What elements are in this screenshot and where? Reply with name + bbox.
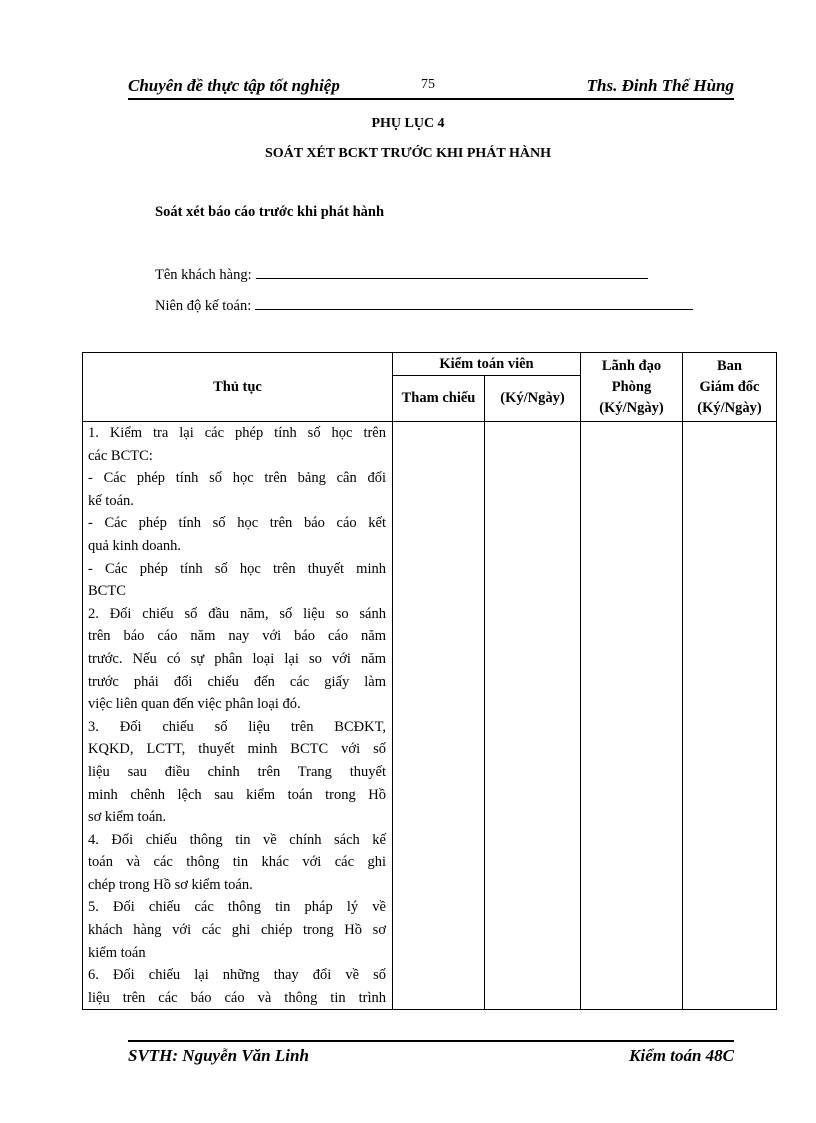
procedure-line: - Các phép tính số học trên báo cáo kết (88, 515, 386, 532)
procedure-line: - Các phép tính số học trên bảng cân đối (88, 470, 386, 487)
page-number: 75 (421, 77, 435, 92)
fiscal-period-field (155, 295, 693, 315)
procedure-line: 3. Đối chiếu số liệu trên BCĐKT, (88, 718, 386, 735)
footer-class: Kiểm toán 48C (629, 1046, 734, 1065)
procedure-line: toán và các thông tin khác với các ghi (88, 854, 386, 871)
procedure-line: minh chênh lệch sau kiểm toán trong Hồ (88, 786, 386, 803)
procedure-line: trước. Nếu có sự phân loại lại so với năm (88, 650, 386, 667)
procedure-line: việc liên quan đến việc phân loại đó. (88, 696, 301, 713)
procedure-line: sơ kiểm toán. (88, 809, 167, 826)
procedure-line: 5. Đối chiếu các thông tin pháp lý về (88, 899, 386, 916)
procedure-line: trước phải đối chiếu đến các giấy làm (88, 673, 386, 690)
procedure-line: quả kinh doanh. (88, 537, 182, 554)
procedure-line: liệu sau điều chỉnh trên Trang thuyết (88, 763, 386, 780)
table-header-row (83, 353, 777, 376)
header-director-line1: Ban (717, 357, 742, 374)
header-auditor: Kiểm toán viên (393, 353, 581, 376)
header-director-line2: Giám đốc (699, 378, 760, 395)
table-row (83, 422, 777, 1010)
fiscal-period-label: Niên độ kế toán: (155, 298, 252, 314)
procedure-line: khách hàng với các ghi chiép trong Hồ sơ (88, 922, 386, 939)
procedure-line: liệu trên các báo cáo và thông tin trình (88, 989, 386, 1006)
appendix-title: PHỤ LỤC 4 (371, 116, 445, 131)
client-name-blank-line (256, 264, 648, 279)
procedure-line: KQKD, LCTT, thuyết minh BCTC với số (88, 741, 386, 758)
procedure-line: các BCTC: (88, 447, 153, 464)
procedure-line: trên báo cáo năm nay với báo cáo năm (88, 628, 386, 645)
header-auditor-sign: (Ký/Ngày) (485, 376, 581, 422)
client-name-field (155, 264, 648, 284)
document-title: SOÁT XÉT BCKT TRƯỚC KHI PHÁT HÀNH (264, 146, 552, 161)
page-header (128, 74, 734, 100)
client-name-label: Tên khách hàng: (155, 267, 252, 283)
fiscal-period-blank-line (255, 295, 693, 310)
header-dept-head-line1: Lãnh đạo (601, 357, 662, 374)
reference-cell (393, 422, 485, 1010)
header-dept-head-line3: (Ký/Ngày) (599, 399, 664, 416)
header-thesis-title: Chuyên đề thực tập tốt nghiệp (128, 76, 340, 95)
section-subtitle: Soát xét báo cáo trước khi phát hành (155, 204, 385, 220)
page-footer (128, 1040, 734, 1072)
header-director (683, 353, 777, 422)
procedure-cell (83, 422, 393, 1010)
header-dept-head-line2: Phòng (611, 378, 652, 395)
procedure-line: - Các phép tính số học trên thuyết minh (88, 560, 386, 577)
review-checklist-table (82, 352, 777, 1010)
procedure-line: 4. Đối chiếu thông tin về chính sách kế (88, 831, 386, 848)
procedure-line: chép trong Hồ sơ kiểm toán. (88, 876, 253, 893)
procedure-line: kiểm toán (88, 944, 146, 961)
director-sign-cell (683, 422, 777, 1010)
procedure-line: 2. Đối chiếu số đầu năm, số liệu so sánh (88, 605, 386, 622)
header-dept-head (581, 353, 683, 422)
dept-head-sign-cell (581, 422, 683, 1010)
procedure-line: BCTC (88, 583, 126, 600)
header-reference: Tham chiếu (393, 376, 485, 422)
procedure-line: kế toán. (88, 492, 134, 509)
header-procedure: Thủ tục (83, 353, 393, 422)
procedure-line: 6. Đối chiếu lại những thay đổi về số (88, 967, 386, 984)
header-supervisor: Ths. Đinh Thế Hùng (586, 76, 734, 95)
footer-student: SVTH: Nguyễn Văn Linh (128, 1046, 309, 1065)
auditor-sign-cell (485, 422, 581, 1010)
procedure-line: 1. Kiểm tra lại các phép tính số học trên (88, 425, 386, 441)
header-director-line3: (Ký/Ngày) (697, 399, 762, 416)
